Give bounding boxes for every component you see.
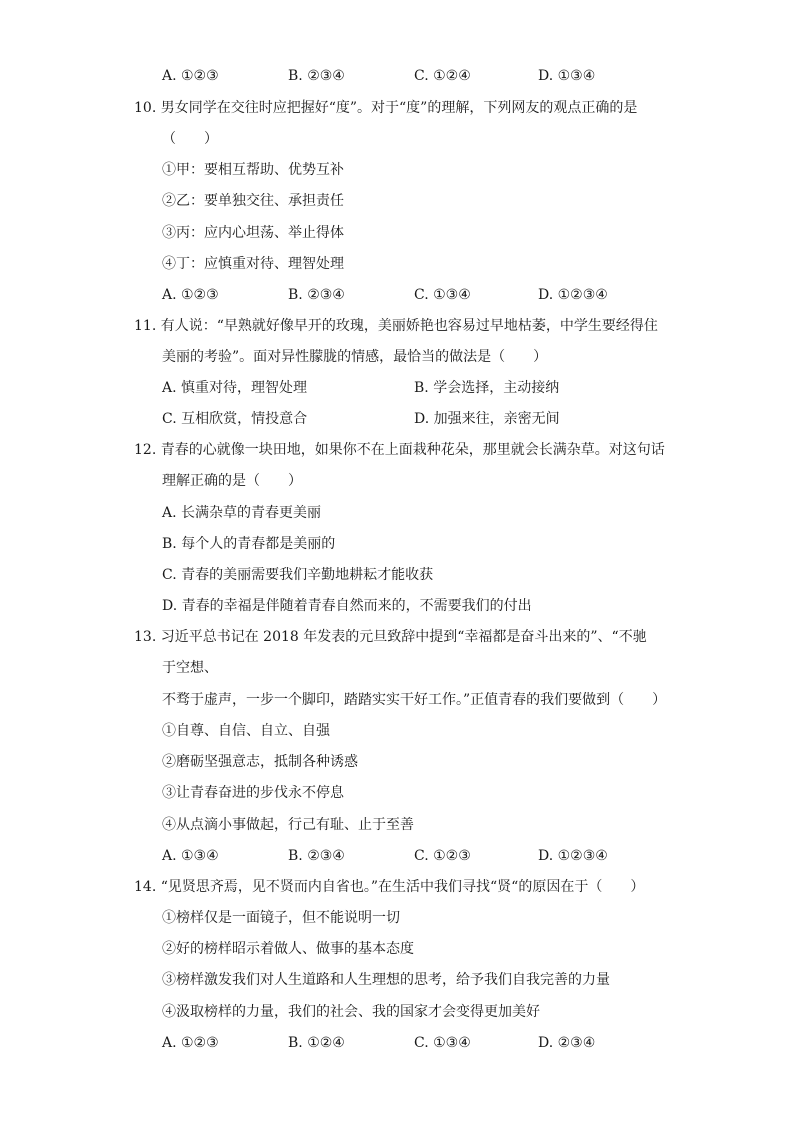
option-d: D. ①③④ [538, 68, 596, 84]
q11-stem-cont: 美丽的考验”。面对异性朦胧的情感，最恰当的做法是（ ） [162, 349, 548, 365]
q10-options [162, 285, 662, 305]
option-c: C. ①③④ [414, 1035, 471, 1051]
q12-option-b: B. 每个人的青春都是美丽的 [162, 536, 336, 552]
option-d: D. 加强来往，亲密无间 [414, 411, 560, 427]
option-c: C. ①③④ [414, 287, 471, 303]
q11-stem: 11. 有人说：“早熟就好像早开的玫瑰，美丽娇艳也容易过早地枯萎，中学生要经得住 [134, 318, 658, 334]
q13-item-4: ④从点滴小事做起，行己有耻、止于至善 [162, 817, 414, 833]
q10-item-4: ④丁：应慎重对待、理智处理 [162, 256, 344, 272]
q10-item-3: ③丙：应内心坦荡、举止得体 [162, 225, 344, 241]
q12-stem-cont: 理解正确的是（ ） [162, 473, 302, 489]
q14-item-4: ④汲取榜样的力量，我们的社会、我的国家才会变得更加美好 [162, 1004, 540, 1020]
q14-stem: 14. “见贤思齐焉，见不贤而内自省也。”在生活中我们寻找“贤“的原因在于（ ） [134, 879, 645, 895]
option-a: A. ①②③ [162, 287, 219, 303]
q10-stem-cont: （ ） [162, 131, 218, 147]
q12-option-c: C. 青春的美丽需要我们辛勤地耕耘才能收获 [162, 567, 434, 583]
q12-stem: 12. 青春的心就像一块田地，如果你不在上面栽种花朵，那里就会长满杂草。对这句话 [134, 442, 665, 458]
q13-stem: 13. 习近平总书记在 2018 年发表的元旦致辞中提到“幸福都是奋斗出来的”、“不驰 [134, 629, 647, 645]
option-a: A. ①②③ [162, 1035, 219, 1051]
q14-item-3: ③榜样激发我们对人生道路和人生理想的思考，给予我们自我完善的力量 [162, 972, 610, 988]
option-b: B. ②③④ [288, 848, 345, 864]
q13-stem-cont: 于空想、 [162, 660, 218, 676]
option-b: B. ②③④ [288, 68, 345, 84]
q10-item-1: ①甲：要相互帮助、优势互补 [162, 162, 344, 178]
option-a: A. ①③④ [162, 848, 219, 864]
q13-item-1: ①自尊、自信、自立、自强 [162, 723, 330, 739]
option-d: D. ①②③④ [538, 848, 608, 864]
q9-options [162, 66, 662, 86]
option-a: A. 慎重对待，理智处理 [162, 380, 308, 396]
q13-item-3: ③让青春奋进的步伐永不停息 [162, 785, 344, 801]
q12-option-a: A. 长满杂草的青春更美丽 [162, 505, 322, 521]
q14-item-1: ①榜样仅是一面镜子，但不能说明一切 [162, 910, 400, 926]
option-c: C. 互相欣赏，情投意合 [162, 411, 308, 427]
option-b: B. ②③④ [288, 287, 345, 303]
q11-options-row1 [162, 378, 662, 398]
q10-stem: 10. 男女同学在交往时应把握好“度”。对于“度”的理解，下列网友的观点正确的是 [134, 100, 638, 116]
option-c: C. ①②④ [414, 68, 471, 84]
q12-option-d: D. 青春的幸福是伴随着青春自然而来的，不需要我们的付出 [162, 598, 532, 614]
option-c: C. ①②③ [414, 848, 471, 864]
option-b: B. ①②④ [288, 1035, 345, 1051]
q13-item-2: ②磨砺坚强意志，抵制各种诱惑 [162, 754, 358, 770]
q13-stem-cont-2: 不骛于虚声，一步一个脚印，踏踏实实干好工作。”正值青春的我们要做到（ ） [162, 692, 667, 708]
q13-options [162, 846, 662, 866]
option-a: A. ①②③ [162, 68, 219, 84]
option-d: D. ①②③④ [538, 287, 608, 303]
q14-item-2: ②好的榜样昭示着做人、做事的基本态度 [162, 941, 414, 957]
q11-options-row2 [162, 409, 662, 429]
q10-item-2: ②乙：要单独交往、承担责任 [162, 193, 344, 209]
option-d: D. ②③④ [538, 1035, 596, 1051]
q14-options [162, 1033, 662, 1053]
option-b: B. 学会选择，主动接纳 [414, 380, 560, 396]
